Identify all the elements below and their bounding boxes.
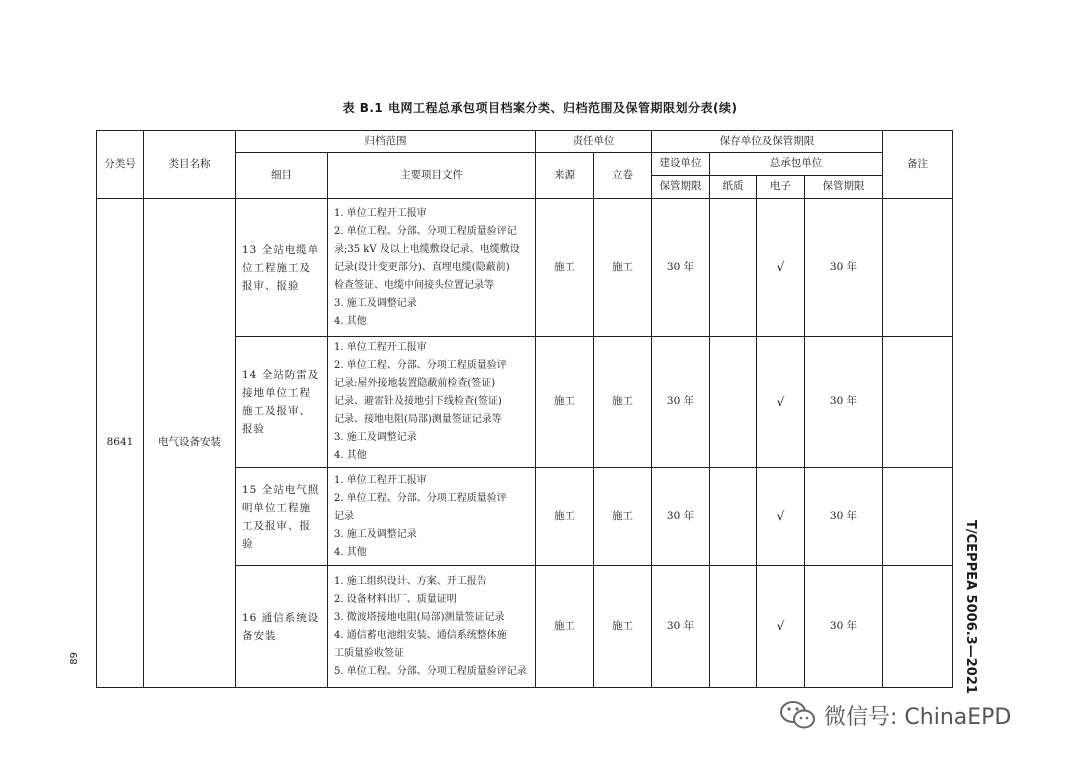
header-general-contractor: 总承包单位 — [710, 153, 883, 176]
page-number: 89 — [69, 652, 80, 665]
header-responsible-unit: 责任单位 — [536, 131, 652, 153]
remarks-cell — [883, 468, 953, 566]
source-cell: 施工 — [536, 566, 594, 688]
electronic-cell: √ — [757, 199, 805, 337]
header-archive-scope: 归档范围 — [236, 131, 536, 153]
filing-cell: 施工 — [594, 199, 652, 337]
electronic-cell: √ — [757, 337, 805, 468]
header-paper: 纸质 — [710, 176, 757, 199]
files-cell: 1. 单位工程开工报审 2. 单位工程、分部、分项工程质量验评 记录:屋外接地装置隐蔽前检查(签证) 记录、避雷针及接地引下线检查(签证) 记录、接地电阻(局部)测量签证记录等 3. 施工及调整记录 4. 其他 — [328, 337, 536, 468]
header-class-name: 类目名称 — [144, 131, 236, 199]
header-keep-unit-period: 保存单位及保管期限 — [652, 131, 883, 153]
gc-period-cell: 30 年 — [805, 337, 883, 468]
header-construction-unit: 建设单位 — [652, 153, 710, 176]
filing-cell: 施工 — [594, 566, 652, 688]
source-cell: 施工 — [536, 337, 594, 468]
class-no-cell: 8641 — [97, 199, 144, 688]
construction-period-cell: 30 年 — [652, 566, 710, 688]
source-cell: 施工 — [536, 468, 594, 566]
electronic-cell: √ — [757, 566, 805, 688]
wechat-icon — [778, 698, 818, 732]
detail-cell: 16 通信系统设 备安装 — [236, 566, 328, 688]
construction-period-cell: 30 年 — [652, 468, 710, 566]
gc-period-cell: 30 年 — [805, 566, 883, 688]
class-name-cell: 电气设备安装 — [144, 199, 236, 688]
header-gc-keep-period: 保管期限 — [805, 176, 883, 199]
construction-period-cell: 30 年 — [652, 199, 710, 337]
paper-cell — [710, 566, 757, 688]
files-cell: 1. 单位工程开工报审 2. 单位工程、分部、分项工程质量验评记 录;35 kV 及以上电缆敷设记录、电缆敷设 记录(设计变更部分)、直埋电缆(隐蔽前) 检查签证、电缆中间接头位置记录等 3. 施工及调整记录 4. 其他 — [328, 199, 536, 337]
watermark-text: 微信号: ChinaEPD — [824, 704, 1012, 730]
electronic-cell: √ — [757, 468, 805, 566]
standard-code: T/CEPPEA 5006.3—2021 — [963, 520, 978, 694]
construction-period-cell: 30 年 — [652, 337, 710, 468]
header-filing: 立卷 — [594, 153, 652, 199]
table-caption: 表 B.1 电网工程总承包项目档案分类、归档范围及保管期限划分表(续) — [342, 101, 738, 115]
header-class-no: 分类号 — [97, 131, 144, 199]
gc-period-cell: 30 年 — [805, 468, 883, 566]
header-detail: 细目 — [236, 153, 328, 199]
remarks-cell — [883, 566, 953, 688]
header-remarks: 备注 — [883, 131, 953, 199]
header-main-files: 主要项目文件 — [328, 153, 536, 199]
header-electronic: 电子 — [757, 176, 805, 199]
header-keep-period: 保管期限 — [652, 176, 710, 199]
filing-cell: 施工 — [594, 468, 652, 566]
filing-cell: 施工 — [594, 337, 652, 468]
detail-cell: 15 全站电气照 明单位工程施 工及报审、报验 — [236, 468, 328, 566]
paper-cell — [710, 468, 757, 566]
paper-cell — [710, 199, 757, 337]
detail-cell: 13 全站电缆单 位工程施工及 报审、报验 — [236, 199, 328, 337]
detail-cell: 14 全站防雷及 接地单位工程 施工及报审、 报验 — [236, 337, 328, 468]
archive-table — [96, 130, 953, 688]
paper-cell — [710, 337, 757, 468]
files-cell: 1. 施工组织设计、方案、开工报告 2. 设备材料出厂、质量证明 3. 微波塔接地电阻(局部)测量签证记录 4. 通信蓄电池组安装、通信系统整体施 工质量验收签证 5. 单位工程、分部、分项工程质量验评记录 — [328, 566, 536, 688]
source-cell: 施工 — [536, 199, 594, 337]
gc-period-cell: 30 年 — [805, 199, 883, 337]
remarks-cell — [883, 199, 953, 337]
header-source: 来源 — [536, 153, 594, 199]
watermark — [778, 698, 1011, 732]
remarks-cell — [883, 337, 953, 468]
table-row — [97, 199, 953, 337]
files-cell: 1. 单位工程开工报审 2. 单位工程、分部、分项工程质量验评 记录 3. 施工及调整记录 4. 其他 — [328, 468, 536, 566]
